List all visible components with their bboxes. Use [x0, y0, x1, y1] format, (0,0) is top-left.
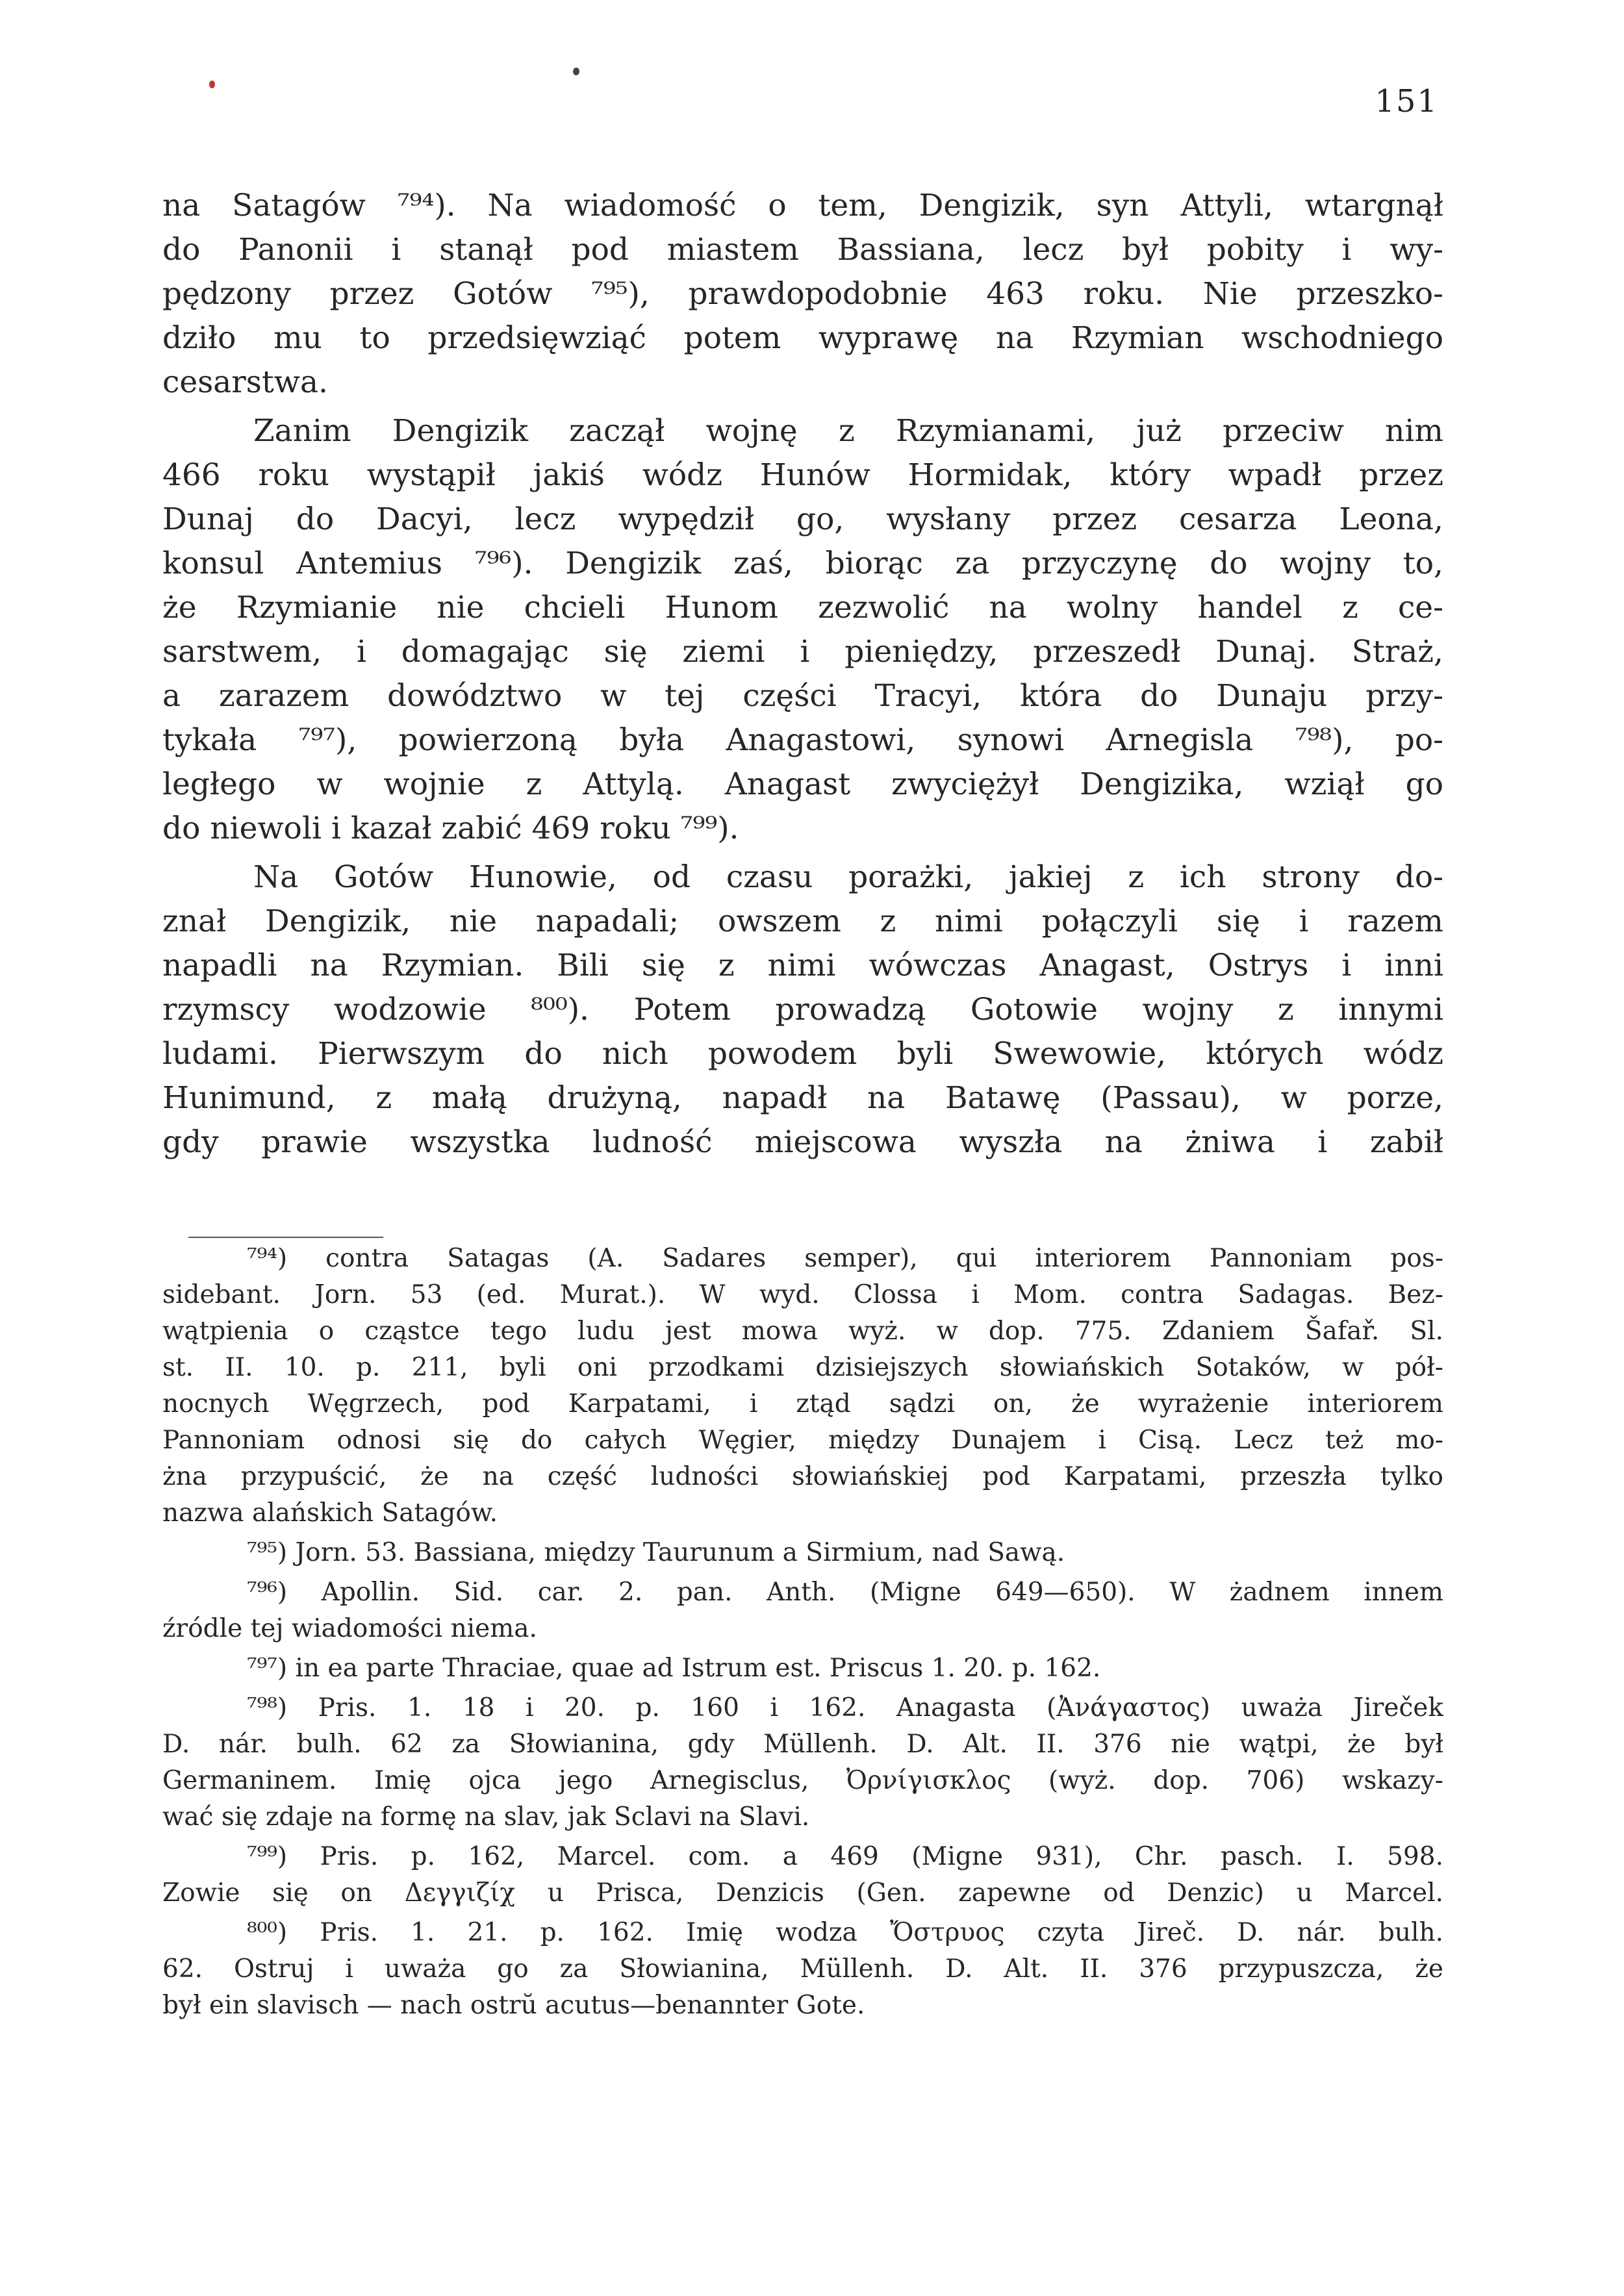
body-line: Hunimund, z małą drużyną, napadł na Batawę (Passau), w porze,	[162, 1080, 1443, 1116]
body-line: a zarazem dowództwo w tej części Tracyi, która do Dunaju przy-	[162, 678, 1443, 714]
body-line: Dunaj do Dacyi, lecz wypędził go, wysłany przez cesarza Leona,	[162, 501, 1443, 537]
footnote-line: ⁷⁹⁸) Pris. 1. 18 i 20. p. 160 i 162. Anagasta (Ἀνάγαστος) uważa Jireček	[247, 1693, 1443, 1722]
body-line: cesarstwa.	[162, 364, 328, 400]
footnote-line: wątpienia o cząstce tego ludu jest mowa wyż. w dop. 775. Zdaniem Šafař. Sl.	[162, 1317, 1443, 1346]
body-line: gdy prawie wszystka ludność miejscowa wyszła na żniwa i zabił	[162, 1124, 1443, 1160]
footnote-line: wać się zdaje na formę na slav, jak Sclavi na Slavi.	[162, 1802, 810, 1832]
body-line: do niewoli i kazał zabić 469 roku ⁷⁹⁹).	[162, 811, 739, 846]
footnote-divider	[188, 1237, 383, 1238]
footnote-line: ⁸⁰⁰) Pris. 1. 21. p. 162. Imię wodza Ὄστρυος czyta Jireč. D. nár. bulh.	[247, 1918, 1443, 1947]
body-line: konsul Antemius ⁷⁹⁶). Dengizik zaś, biorąc za przyczynę do wojny to,	[162, 546, 1443, 581]
body-line: Zanim Dengizik zaczął wojnę z Rzymianami, już przeciw nim	[253, 413, 1443, 449]
body-line: sarstwem, i domagając się ziemi i pieniędzy, przeszedł Dunaj. Straż,	[162, 634, 1443, 670]
body-line: do Panonii i stanął pod miastem Bassiana, lecz był pobity i wy-	[162, 232, 1443, 268]
body-line: dziło mu to przedsięwziąć potem wyprawę na Rzymian wschodniego	[162, 320, 1443, 356]
page-number: 151	[1375, 83, 1438, 120]
body-line: rzymscy wodzowie ⁸⁰⁰). Potem prowadzą Gotowie wojny z innymi	[162, 992, 1443, 1028]
footnote-line: był ein slavisch — nach ostrŭ acutus—benannter Gote.	[162, 1991, 865, 2020]
footnote-line: Germaninem. Imię ojca jego Arnegisclus, Ὀρνίγισκλος (wyż. dop. 706) wskazy-	[162, 1766, 1443, 1795]
footnote-line: nazwa alańskich Satagów.	[162, 1498, 498, 1528]
body-line: pędzony przez Gotów ⁷⁹⁵), prawdopodobnie 463 roku. Nie przeszko-	[162, 276, 1443, 312]
body-line: znał Dengizik, nie napadali; owszem z nimi połączyli się i razem	[162, 903, 1443, 939]
footnote-line: Zowie się on Δεγγιζίχ u Prisca, Denzicis (Gen. zapewne od Denzic) u Marcel.	[162, 1878, 1443, 1908]
footnote-line: ⁷⁹⁶) Apollin. Sid. car. 2. pan. Anth. (Migne 649—650). W żadnem innem	[247, 1578, 1443, 1607]
footnote-line: 62. Ostruj i uważa go za Słowianina, Müllenh. D. Alt. II. 376 przypuszcza, że	[162, 1954, 1443, 1984]
footnote-line: sidebant. Jorn. 53 (ed. Murat.). W wyd. Clossa i Mom. contra Sadagas. Bez-	[162, 1280, 1443, 1309]
footnote-line: Pannoniam odnosi się do całych Węgier, między Dunajem i Cisą. Lecz też mo-	[162, 1426, 1443, 1455]
footnote-line: st. II. 10. p. 211, byli oni przodkami dzisiejszych słowiańskich Sotaków, w pół-	[162, 1353, 1443, 1382]
ink-speck	[209, 81, 215, 88]
footnote-line: żna przypuścić, że na część ludności słowiańskiej pod Karpatami, przeszła tylko	[162, 1462, 1443, 1491]
body-line: ległego w wojnie z Attylą. Anagast zwyciężył Dengizika, wziął go	[162, 766, 1443, 802]
body-line: 466 roku wystąpił jakiś wódz Hunów Hormidak, który wpadł przez	[162, 457, 1443, 493]
footnote-line: ⁷⁹⁵) Jorn. 53. Bassiana, między Taurunum a Sirmium, nad Sawą.	[247, 1538, 1065, 1567]
body-line: tykała ⁷⁹⁷), powierzoną była Anagastowi, synowi Arnegisla ⁷⁹⁸), po-	[162, 722, 1443, 758]
footnote-line: ⁷⁹⁹) Pris. p. 162, Marcel. com. a 469 (Migne 931), Chr. pasch. I. 598.	[247, 1842, 1443, 1871]
footnote-line: ⁷⁹⁷) in ea parte Thraciae, quae ad Istrum est. Priscus 1. 20. p. 162.	[247, 1654, 1101, 1683]
ink-speck	[573, 68, 579, 75]
body-line: ludami. Pierwszym do nich powodem byli Swewowie, których wódz	[162, 1036, 1443, 1072]
body-line: Na Gotów Hunowie, od czasu porażki, jakiej z ich strony do-	[253, 859, 1443, 895]
body-line: na Satagów ⁷⁹⁴). Na wiadomość o tem, Dengizik, syn Attyli, wtargnął	[162, 188, 1443, 223]
footnote-line: źródle tej wiadomości niema.	[162, 1614, 537, 1643]
footnote-line: nocnych Węgrzech, pod Karpatami, i ztąd sądzi on, że wyrażenie interiorem	[162, 1389, 1443, 1419]
footnote-line: D. nár. bulh. 62 za Słowianina, gdy Müllenh. D. Alt. II. 376 nie wątpi, że był	[162, 1730, 1443, 1759]
body-line: napadli na Rzymian. Bili się z nimi wówczas Anagast, Ostrys i inni	[162, 948, 1443, 983]
footnote-line: ⁷⁹⁴) contra Satagas (A. Sadares semper), qui interiorem Pannoniam pos-	[247, 1244, 1443, 1273]
body-line: że Rzymianie nie chcieli Hunom zezwolić na wolny handel z ce-	[162, 590, 1443, 625]
